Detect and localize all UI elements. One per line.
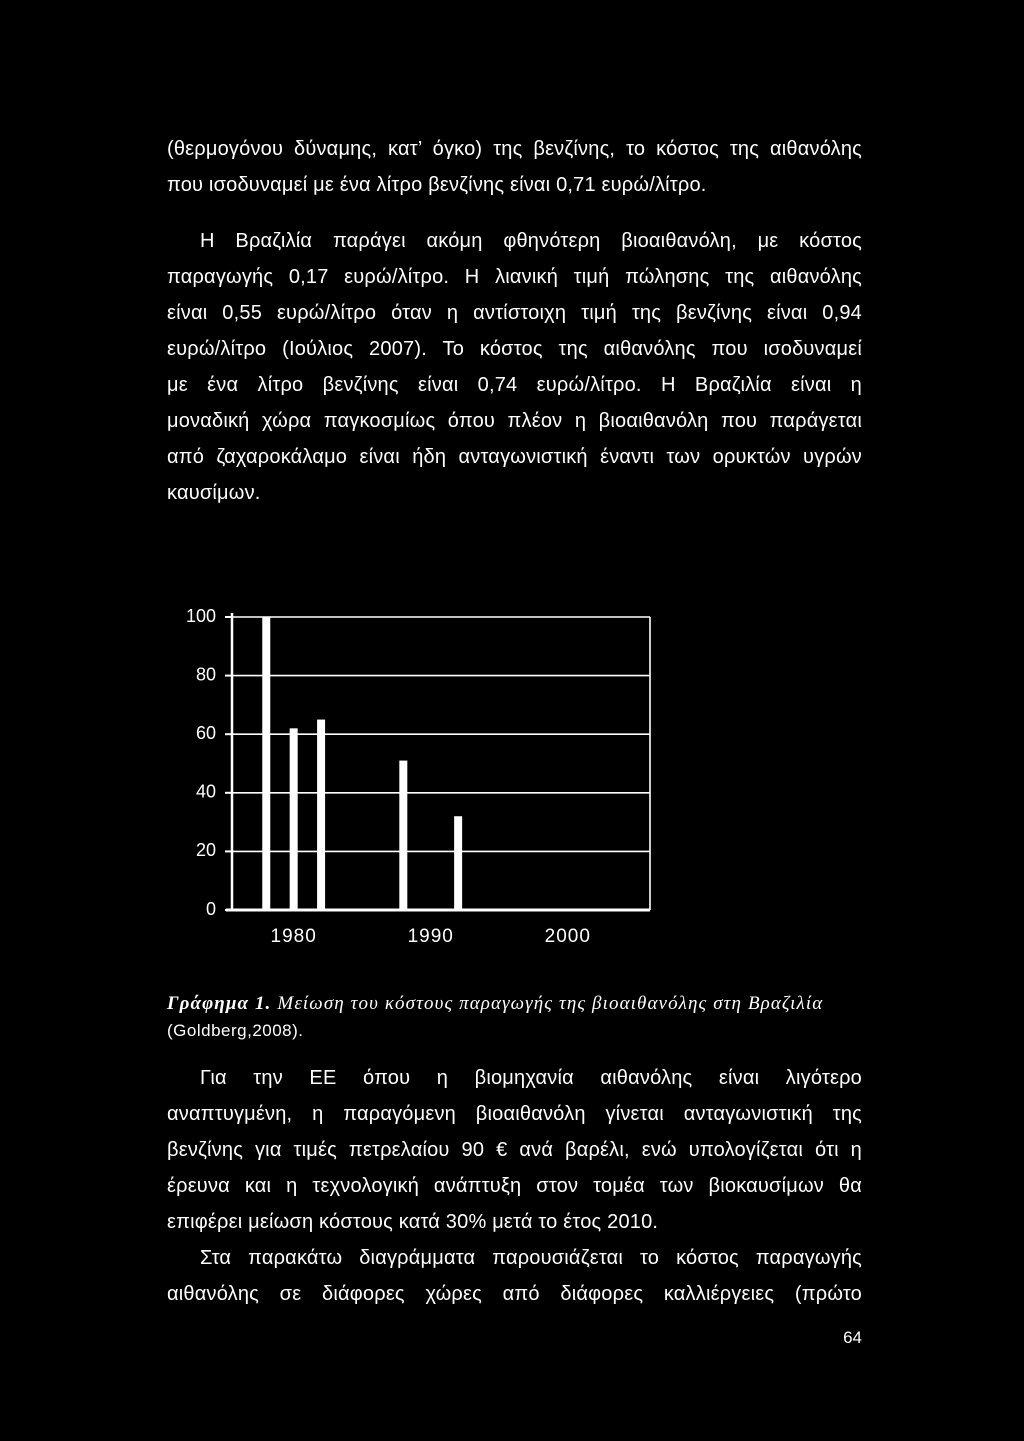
y-tick-label: 80 [195,664,216,685]
y-tick-label: 60 [195,722,216,743]
x-tick-label: 1980 [270,926,317,948]
page-number: 64 [843,1328,862,1347]
bar-1988 [399,761,407,910]
text-line: από ζαχαροκάλαμο είναι ήδη ανταγωνιστική έναντι των ορυκτών υγρών [167,446,862,468]
chart [150,590,680,960]
bar-1982 [317,720,325,910]
text-line: είναι 0,55 ευρώ/λίτρο όταν η αντίστοιχη τιμή της βενζίνης είναι 0,94 [167,302,862,324]
figure-caption [167,990,867,1044]
text-line: με ένα λίτρο βενζίνης είναι 0,74 ευρώ/λίτρο. Η Βραζιλία είναι η [167,374,862,396]
bar-1992 [454,816,462,910]
y-tick-label: 0 [205,898,216,919]
y-tick-label: 100 [185,605,216,626]
bar-chart-plot [150,590,680,960]
text-line: Η Βραζιλία παράγει ακόμη φθηνότερη βιοαιθανόλη, με κόστος [200,230,862,252]
text-line: καυσίμων. [167,482,261,504]
text-line: Στα παρακάτω διαγράμματα παρουσιάζεται το κόστος παραγωγής [200,1247,862,1269]
bar-1980 [290,728,298,910]
x-tick-label: 2000 [544,926,591,948]
paragraph [167,1060,862,1240]
text-line: βενζίνης για τιμές πετρελαίου 90 € ανά βαρέλι, ενώ υπολογίζεται ότι η [167,1139,862,1161]
caption-text: Μείωση του κόστους παραγωγής της βιοαιθανόλης στη Βραζιλία [277,993,824,1014]
paragraph [167,131,862,203]
text-line: επιφέρει μείωση κόστους κατά 30% μετά το έτος 2010. [167,1211,659,1233]
text-line: έρευνα και η τεχνολογική ανάπτυξη στον τομέα των βιοκαυσίμων θα [167,1175,862,1197]
text-line: ευρώ/λίτρο (Ιούλιος 2007). Το κόστος της αιθανόλης που ισοδυναμεί [167,338,862,360]
paragraph [167,1240,862,1312]
bar-1978 [262,617,270,910]
text-line: που ισοδυναμεί με ένα λίτρο βενζίνης είναι 0,71 ευρώ/λίτρο. [167,174,707,196]
text-line: (θερμογόνου δύναμης, κατ’ όγκο) της βενζίνης, το κόστος της αιθανόλης [167,138,862,160]
caption-line [167,990,867,1017]
caption-source: (Goldberg,2008). [167,1021,304,1040]
text-line: αιθανόλης σε διάφορες χώρες από διάφορες καλλιέργειες (πρώτο [167,1283,862,1305]
text-line: παραγωγής 0,17 ευρώ/λίτρο. Η λιανική τιμή πώλησης της αιθανόλης [167,266,862,288]
y-tick-label: 20 [195,840,216,861]
x-tick-label: 1990 [407,926,454,948]
caption-label: Γράφημα 1. [167,993,272,1014]
text-line: αναπτυγμένη, η παραγόμενη βιοαιθανόλη γίνεται ανταγωνιστική της [167,1103,862,1125]
text-line: Για την ΕΕ όπου η βιομηχανία αιθανόλης είναι λιγότερο [200,1067,862,1089]
paragraph [167,223,862,511]
text-line: μοναδική χώρα παγκοσμίως όπου πλέον η βιοαιθανόλη που παράγεται [167,410,862,432]
y-tick-label: 40 [195,781,216,802]
